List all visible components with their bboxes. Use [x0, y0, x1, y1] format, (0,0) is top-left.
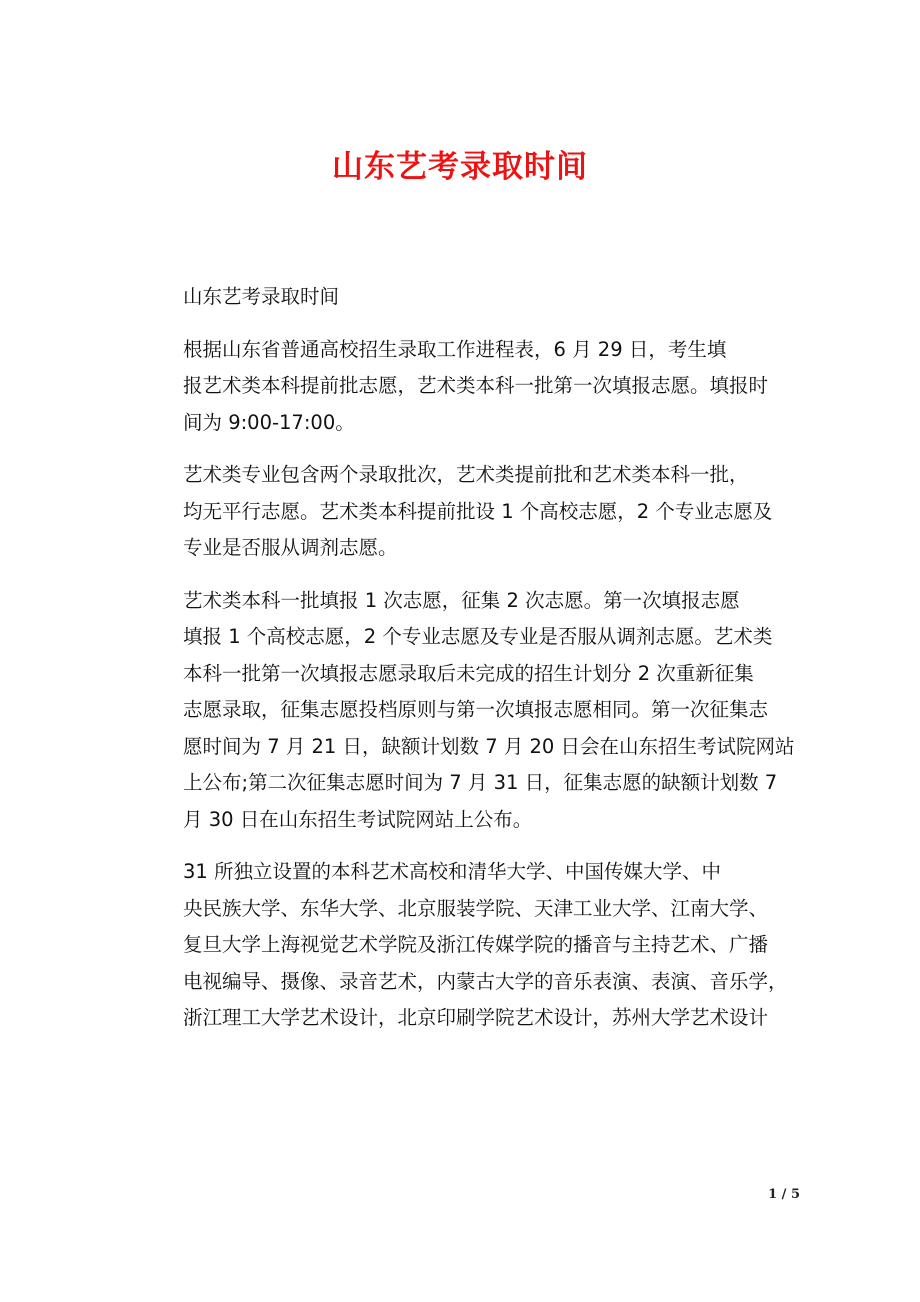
text-line: 艺术类本科一批填报 1 次志愿，征集 2 次志愿。第一次填报志愿 — [183, 588, 740, 612]
text-line: 央民族大学、东华大学、北京服装学院、天津工业大学、江南大学、 — [183, 896, 769, 920]
text-line: 本科一批第一次填报志愿录取后未完成的招生计划分 2 次重新征集 — [183, 661, 754, 685]
text-line: 间为 9:00-17:00。 — [183, 410, 355, 434]
text-line: 31 所独立设置的本科艺术高校和清华大学、中国传媒大学、中 — [183, 860, 722, 883]
paragraph-3 — [139, 457, 789, 567]
document-body — [139, 279, 795, 1053]
text-line: 均无平行志愿。艺术类本科提前批设 1 个高校志愿，2 个专业志愿及 — [183, 499, 773, 523]
text-line: 山东艺考录取时间 — [183, 285, 340, 308]
text-line: 专业是否服从调剂志愿。 — [183, 536, 398, 559]
document-title: 山东艺考录取时间 — [332, 149, 588, 185]
paragraph-2 — [139, 332, 789, 442]
paragraph-4 — [139, 583, 795, 839]
text-line: 上公布;第二次征集志愿时间为 7 月 31 日，征集志愿的缺额计划数 7 — [183, 771, 778, 794]
paragraph-1 — [139, 279, 789, 316]
text-line: 根据山东省普通高校招生录取工作进程表，6 月 29 日，考生填 — [183, 337, 727, 361]
page-number: 1 / 5 — [768, 1187, 800, 1202]
text-line: 填报 1 个高校志愿，2 个专业志愿及专业是否服从调剂志愿。艺术类 — [183, 625, 773, 648]
text-line: 复旦大学上海视觉艺术学院及浙江传媒学院的播音与主持艺术、广播 — [183, 933, 769, 956]
text-line: 报艺术类本科提前批志愿，艺术类本科一批第一次填报志愿。填报时 — [183, 374, 769, 397]
text-line: 月 30 日在山东招生考试院网站上公布。 — [183, 807, 533, 831]
text-line: 浙江理工大学艺术设计，北京印刷学院艺术设计，苏州大学艺术设计 — [183, 1006, 769, 1029]
paragraph-5 — [139, 854, 789, 1037]
text-line: 志愿录取，征集志愿投档原则与第一次填报志愿相同。第一次征集志 — [183, 698, 769, 721]
text-line: 愿时间为 7 月 21 日，缺额计划数 7 月 20 日会在山东招生考试院网站 — [183, 734, 795, 758]
text-line: 电视编导、摄像、录音艺术，内蒙古大学的音乐表演、表演、音乐学， — [183, 969, 788, 993]
text-line: 艺术类专业包含两个录取批次，艺术类提前批和艺术类本科一批， — [183, 463, 749, 486]
